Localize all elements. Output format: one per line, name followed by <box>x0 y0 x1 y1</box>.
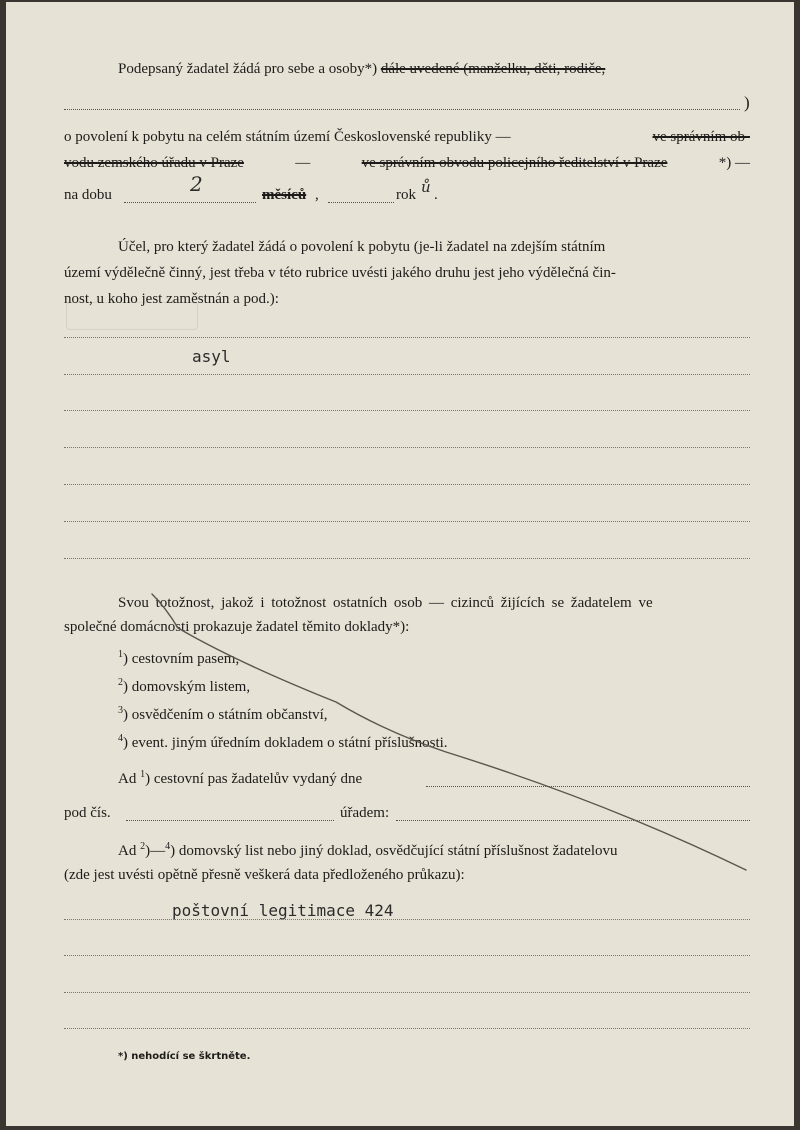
passport-ad-num: 1 <box>140 769 146 780</box>
duration-period: . <box>434 187 438 203</box>
other-docs-num-a: 2 <box>140 841 146 852</box>
purpose-fill-line-2 <box>64 374 750 375</box>
duration-value-line <box>124 202 256 203</box>
duration-years-line <box>328 202 394 203</box>
purpose-value: asyl <box>192 347 231 366</box>
other-docs-line-1 <box>118 842 618 860</box>
other-docs-fill-line-4 <box>64 1028 750 1029</box>
other-docs-ad: Ad <box>118 843 137 859</box>
identity-item-3-text: ) osvědčením o státním občanství, <box>123 707 328 723</box>
passport-office-label: úřadem: <box>340 805 390 821</box>
identity-item-4-num: 4 <box>118 733 123 744</box>
identity-item-1 <box>118 650 239 668</box>
passport-text: ) cestovní pas žadatelův vydaný dne <box>145 771 363 787</box>
identity-item-2-text: ) domovským listem, <box>123 679 251 695</box>
duration-prefix: na dobu <box>64 187 112 203</box>
identity-item-3-num: 3 <box>118 705 123 716</box>
permit-struck-police: ve správním obvodu policejního ředitelství v Praze <box>361 155 668 171</box>
purpose-fill-line-6 <box>64 521 750 522</box>
other-docs-fill-line-1 <box>64 919 750 920</box>
purpose-line-3: nost, u koho jest zaměstnán a pod.): <box>64 291 279 307</box>
identity-line-1: Svou totožnost, jakož i totožnost ostatních osob — cizinců žijících se žadatelem ve <box>118 595 653 611</box>
permit-text: o povolení k pobytu na celém státním území Československé republiky — <box>64 129 511 145</box>
duration-months-struck: měsíců <box>262 187 307 203</box>
footnote: *) nehodící se škrtněte. <box>118 1051 251 1062</box>
other-docs-text-1: ) domovský list nebo jiný doklad, osvědčující státní příslušnost žadatelovu <box>170 843 618 859</box>
purpose-fill-line-7 <box>64 558 750 559</box>
passport-ad: Ad <box>118 771 137 787</box>
permit-line-2 <box>64 154 750 172</box>
permit-dash: — <box>295 155 311 171</box>
permit-line-1 <box>64 128 750 146</box>
passport-line <box>118 770 362 788</box>
duration-comma: , <box>315 187 319 203</box>
identity-item-4 <box>118 734 448 752</box>
permit-struck-land-office: vodu zemského úřadu v Praze <box>64 155 244 171</box>
purpose-line-2: území výdělečně činný, jest třeba v této rubrice uvésti jakého druhu jest jeho výdělečná čin- <box>64 265 616 281</box>
purpose-text-1: Účel, pro který žadatel žádá o povolení k pobytu (je-li žadatel na zdejším státním <box>118 239 606 255</box>
duration-years-value: ů <box>421 178 431 196</box>
intro-line <box>118 60 605 78</box>
purpose-line-1 <box>118 238 750 256</box>
purpose-fill-line-5 <box>64 484 750 485</box>
identity-item-4-text: ) event. jiným úředním dokladem o státní příslušnosti. <box>123 735 448 751</box>
passport-office-line <box>396 820 750 821</box>
intro-struck-text: dále uvedené (manželku, děti, rodiče, <box>380 61 606 77</box>
intro-fill-line <box>64 109 740 110</box>
identity-item-1-text: ) cestovním pasem, <box>123 651 240 667</box>
purpose-fill-line-3 <box>64 410 750 411</box>
identity-item-3 <box>118 706 328 724</box>
passport-date-line <box>426 786 750 787</box>
other-docs-fill-line-2 <box>64 955 750 956</box>
other-docs-mid: )— <box>145 843 166 859</box>
identity-item-1-num: 1 <box>118 649 123 660</box>
duration-value: 2 <box>190 172 203 196</box>
other-docs-fill-line-3 <box>64 992 750 993</box>
other-docs-value: poštovní legitimace 424 <box>172 901 394 920</box>
duration-years-label: rok <box>396 187 416 203</box>
passport-number-line <box>126 820 334 821</box>
passport-number-label: pod čís. <box>64 805 111 821</box>
form-page <box>6 2 794 1126</box>
identity-item-2-num: 2 <box>118 677 123 688</box>
intro-closing-paren: ) <box>744 93 750 112</box>
intro-text: Podepsaný žadatel žádá pro sebe a osoby*) <box>118 61 378 77</box>
identity-item-2 <box>118 678 250 696</box>
other-docs-num-b: 4 <box>165 841 171 852</box>
identity-line-2: společné domácnosti prokazuje žadatel těmito doklady*): <box>64 619 410 635</box>
permit-line-end: *) — <box>718 155 750 171</box>
purpose-fill-line-4 <box>64 447 750 448</box>
other-docs-line-2: (zde jest uvésti opětně přesně veškerá data předloženého průkazu): <box>64 867 465 883</box>
permit-struck-text: ve správním ob- <box>652 129 750 145</box>
purpose-fill-line-1 <box>64 337 750 338</box>
